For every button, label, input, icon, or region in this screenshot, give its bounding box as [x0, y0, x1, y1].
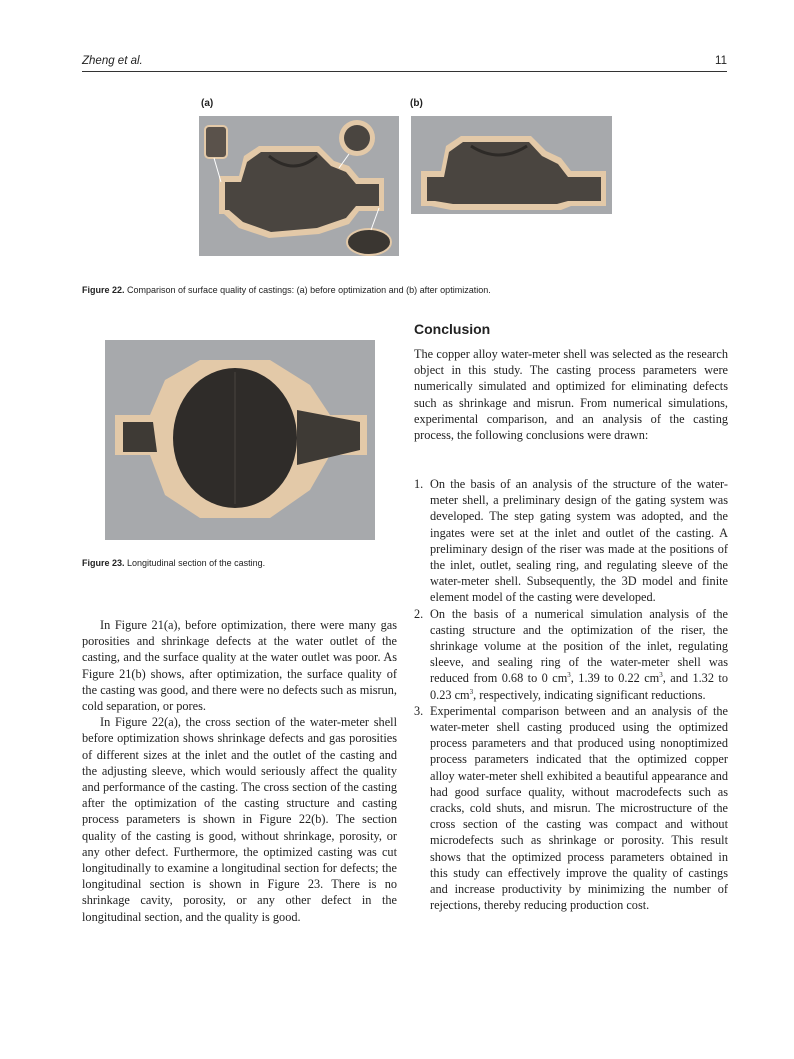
- conclusion-item-text: On the basis of a numerical simulation analysis of the casting structure and the optimization of the riser, the shrinkage volume at the position of the inlet, regulating sleeve, and sealing ring of the water-meter shell was reduced from 0.68 to 0 $cm^3$, 1.39 to 0.22 $cm^3$, and 1.32 to 0.23 $cm^3$, respectively, indicating significant reductions.: [430, 606, 728, 702]
- conclusion-item-text: On the basis of an analysis of the structure of the water-meter shell, a preliminary design of the gating system was developed. The step gating system was adopted, and the ingates were set at the inlet and outlet of the casting. A preliminary design of the riser was made at the positions of the inlet, outlet, sealing ring, and regulating sleeve of the water-meter shell. Subsequently, the 3D model and finite element model of the casting were developed.: [430, 477, 728, 605]
- figure22-caption-label: Figure 22.: [82, 285, 125, 295]
- running-header-author: Zheng et al.: [82, 55, 143, 67]
- left-column-text: [82, 617, 397, 925]
- conclusion-heading: Conclusion: [414, 321, 491, 337]
- figure22a-photo: [199, 116, 399, 256]
- conclusion-item-number: 3.: [414, 703, 424, 718]
- figure23-caption-text: Longitudinal section of the casting.: [127, 558, 266, 568]
- conclusion-item-number: 2.: [414, 606, 424, 621]
- running-header: [82, 54, 727, 72]
- conclusion-intro: [414, 346, 728, 443]
- figure23-photo: [105, 340, 375, 540]
- conclusion-item-2: [414, 606, 728, 703]
- conclusion-item-1: [414, 476, 728, 606]
- figure22b-photo: [411, 116, 612, 214]
- figure22-caption-text: Comparison of surface quality of castings: (a) before optimization and (b) after optimization.: [127, 285, 491, 295]
- conclusion-list: [414, 476, 728, 913]
- figure22-caption: [82, 284, 727, 297]
- figure22-panel-a-label: (a): [201, 98, 214, 109]
- figure23-caption: [82, 557, 382, 570]
- conclusion-item-number: 1.: [414, 477, 424, 491]
- page-number: 11: [715, 55, 727, 67]
- left-paragraph-2: In Figure 22(a), the cross section of the water-meter shell before optimization shows shrinkage defects and gas porosities of different sizes at the inlet and the outlet of the casting and the adjusting sleeve, which would seriously affect the quality and performance of the casting. The cross section of the casting after the optimization of the casting structure and casting process parameters is shown in Figure 22(b). The section quality of the casting is good, without shrinkage, porosity, or any other defect. Furthermore, the optimized casting was cut longitudinally to examine a longitudinal section for defects; the longitudinal section is shown in Figure 23. There is no shrinkage cavity, porosity, or any other defect in the longitudinal section, and the quality is good.: [82, 715, 397, 924]
- figure23-caption-label: Figure 23.: [82, 558, 125, 568]
- left-paragraph-1: In Figure 21(a), before optimization, there were many gas porosities and shrinkage defects at the water outlet of the casting, and the surface quality at the water outlet was poor. As Figure 21(b) shows, after optimization, the surface quality of the casting was good, and there were no defects such as misrun, cold separation, or pores.: [82, 618, 397, 714]
- conclusion-item-3: [414, 703, 728, 914]
- figure22-panel-b-label: (b): [410, 98, 423, 109]
- conclusion-intro-paragraph: The copper alloy water-meter shell was selected as the research object in this study. The casting process parameters were numerically simulated and optimized for eliminating defects such as shrinkage and misrun. From numerical simulations, experimental comparison, and an analysis of the casting process, the following conclusions were drawn:: [414, 347, 728, 443]
- conclusion-item-text: Experimental comparison between and an analysis of the water-meter shell casting produced using the optimized process parameters and that produced using nonoptimized process parameters indicated that the optimized copper alloy water-meter shell exhibited a beautiful appearance and had good surface quality, without macrodefects such as cracks, cold shuts, and misrun. The microstructure of the cross section of the casting was compact and without microdefects such as shrinkage or porosity. This result shows that the optimized process parameters obtained in this study can effectively improve the quality of castings and increase productivity by minimizing the number of rejections, thereby reducing production cost.: [430, 703, 728, 913]
